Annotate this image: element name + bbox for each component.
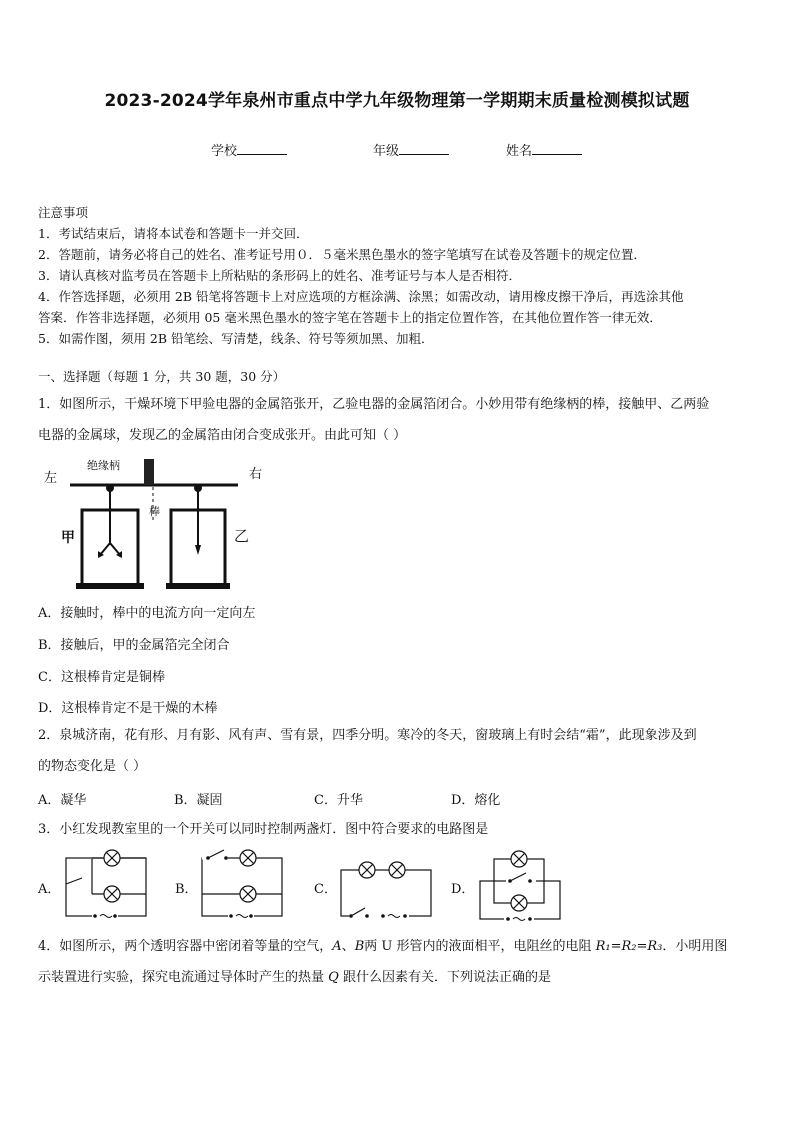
circuit-c-diagram[interactable] <box>337 848 437 922</box>
name-blank[interactable] <box>532 142 582 155</box>
grade-field[interactable]: 年级 <box>373 140 449 159</box>
question-1-option-a[interactable]: A．接触时，棒中的电流方向一定向左 <box>38 606 256 621</box>
grade-blank[interactable] <box>399 142 449 155</box>
note-item: 3．请认真核对监考员在答题卡上所粘贴的条形码上的姓名、准考证号与本人是否相符． <box>38 268 521 283</box>
circuit-option-b-label[interactable]: B． <box>175 882 198 897</box>
name-field[interactable]: 姓名 <box>506 140 582 159</box>
question-2-option-b[interactable]: B．凝固 <box>174 793 223 808</box>
question-2-option-a[interactable]: A．凝华 <box>38 793 87 808</box>
exam-title: 2023-2024学年泉州市重点中学九年级物理第一学期期末质量检测模拟试题 <box>104 91 690 111</box>
circuit-option-c-label[interactable]: C． <box>314 882 337 897</box>
question-3-text: 3．小红发现教室里的一个开关可以同时控制两盏灯．图中符合要求的电路图是 <box>38 822 489 837</box>
note-item: 5．如需作图，须用 2B 铅笔绘、写清楚，线条、符号等须加黑、加粗． <box>38 331 434 346</box>
figure-label-rod: 棒 <box>149 505 160 518</box>
note-item: 2．答题前，请务必将自己的姓名、准考证号用０．５毫米黑色墨水的签字笔填写在试卷及答题卡的规定位置． <box>38 247 646 262</box>
electroscope-drawing <box>38 455 278 595</box>
circuit-option-a-label[interactable]: A． <box>38 882 61 897</box>
circuit-a-diagram[interactable] <box>62 848 152 922</box>
question-2-line-2: 的物态变化是（ ） <box>38 759 147 774</box>
note-item: 答案．作答非选择题，必须用 05 毫米黑色墨水的签字笔在答题卡上的指定位置作答，在其他位置作答一律无效． <box>38 310 662 325</box>
circuit-d-diagram[interactable] <box>476 845 566 925</box>
question-1-option-c[interactable]: C．这根棒肯定是铜棒 <box>38 670 165 685</box>
note-item: 1．考试结束后，请将本试卷和答题卡一并交回． <box>38 226 309 241</box>
figure-label-handle: 绝缘柄 <box>87 459 120 472</box>
question-2-line-1: 2．泉城济南，花有形、月有影、风有声、雪有景，四季分明。寒冷的冬天，窗玻璃上有时会结“霜”，此现象涉及到 <box>38 728 697 743</box>
circuit-option-d-label[interactable]: D． <box>451 882 475 897</box>
figure-label-right: 右 <box>249 467 263 482</box>
question-4-line-2: 示装置进行实验，探究电流通过导体时产生的热量 Q 跟什么因素有关．下列说法正确的是 <box>38 970 551 985</box>
note-item: 4．作答选择题，必须用 2B 铅笔将答题卡上对应选项的方框涂满、涂黑；如需改动，请用橡皮擦干净后，再选涂其他 <box>38 289 684 304</box>
question-4-line-1: 4．如图所示，两个透明容器中密闭着等量的空气，A、B两 U 形管内的液面相平，电阻丝的电阻 R₁=R₂=R₃．小明用图 <box>38 939 728 954</box>
school-blank[interactable] <box>237 142 287 155</box>
figure-label-yi: 乙 <box>234 527 250 545</box>
exam-notes <box>38 202 758 349</box>
school-field[interactable]: 学校 <box>211 140 287 159</box>
notes-heading: 注意事项 <box>38 205 89 220</box>
circuit-b-diagram[interactable] <box>198 848 288 922</box>
question-1-line-1: 1．如图所示，干燥环境下甲验电器的金属箔张开，乙验电器的金属箔闭合。小妙用带有绝缘柄的棒，接触甲、乙两验 <box>38 397 710 412</box>
question-2-option-c[interactable]: C．升华 <box>314 793 363 808</box>
electroscope-figure <box>38 455 278 595</box>
section-heading: 一、选择题（每题 1 分，共 30 题，30 分） <box>38 369 286 384</box>
figure-label-left: 左 <box>44 471 58 486</box>
question-1-line-2: 电器的金属球，发现乙的金属箔由闭合变成张开。由此可知（ ） <box>38 428 407 443</box>
question-1-option-d[interactable]: D．这根棒肯定不是干燥的木棒 <box>38 701 218 716</box>
figure-label-jia: 甲 <box>61 530 75 546</box>
question-2-option-d[interactable]: D．熔化 <box>451 793 501 808</box>
question-1-option-b[interactable]: B．接触后，甲的金属箔完全闭合 <box>38 638 230 653</box>
